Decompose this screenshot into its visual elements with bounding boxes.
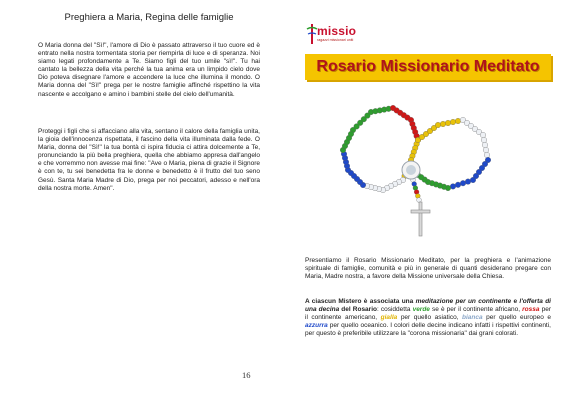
title-banner — [305, 54, 551, 80]
missio-logo — [305, 22, 395, 48]
rosary-image — [323, 90, 513, 245]
rosary-bead — [465, 179, 471, 185]
right-page — [283, 0, 566, 400]
color-word-bianca: bianca — [462, 314, 483, 322]
color-word-rossa: rossa — [522, 306, 540, 314]
rosary-bead — [481, 137, 487, 143]
prayer-paragraph-2: Proteggi i figli che si affacciano alla vita, sentano il calore della famiglia unita, la gioia dell'innocenza rispettata, il fascino della vita illuminata dalla fede. O Maria, donna del "Sì!" la tua bontà ci ispira fiducia ci attira dolcemente a Te, pronunciando la più bella preghiera, quella che abbiamo appresa dall'angelo e che vorremmo non avesse mai fine: "Ave o Maria, piena di grazie il Signore è con te, tu sei benedetta fra le donne e benedetto è il frutto del tuo seno Gesù. Santa Maria Madre di Dio, prega per noi peccatori, adesso e nell'ora della nostra morte. Amen". — [38, 128, 260, 192]
rosary-bead — [460, 180, 466, 186]
rosary-bead — [455, 182, 461, 188]
rosary-bead — [482, 142, 488, 148]
rosary-bead — [440, 121, 446, 127]
logo-word: missio — [317, 24, 357, 38]
rosary-bead — [470, 177, 476, 183]
rosary-bead — [348, 131, 354, 137]
rosary-bead — [417, 198, 422, 203]
intro-paragraph: Presentiamo il Rosario Missionario Meditato, per la preghiera e l'animazione spirituale di famiglie, comunità e più in generale di quanti desiderano pregare con Maria, Madre nostra, a favore della Missione universale della Chiesa. — [305, 257, 551, 281]
rosary-bead — [450, 184, 456, 190]
color-word-gialla: gialla — [380, 314, 398, 322]
rosary-bead — [445, 120, 451, 126]
color-word-verde: verde — [412, 306, 430, 314]
rosary-bead — [435, 122, 441, 128]
rosary-bead — [450, 119, 456, 125]
logo-subtitle: ragazzi missionari uniti — [317, 38, 354, 42]
color-word-azzurra: azzurra — [305, 322, 328, 330]
crucifix-icon — [411, 202, 430, 236]
rosary-bead — [480, 132, 486, 138]
rosary-centerpiece — [402, 161, 420, 179]
rosary-bead — [483, 147, 489, 153]
page-number: 16 — [242, 370, 251, 380]
prayer-title: Preghiera a Maria, Regina delle famiglie — [64, 12, 234, 23]
mysteries-paragraph: A ciascun Mistero è associata una meditazione per un continente e l'offerta di una decina del Rosario: cosiddetta verde se è per il continente africano, rossa per il continente americano, gialla per quello asiatico, bianca per quello europeo e azzurra per quello oceanico. I colori delle decine indicano infatti i rispettivi continenti, per questo è preferibile utilizzare la "corona missionaria" dai grani colorati. — [305, 298, 551, 338]
banner-title: Rosario Missionario Meditato — [316, 58, 540, 75]
rosary-bead — [455, 118, 461, 124]
rosary-bead — [484, 152, 490, 158]
prayer-paragraph-1: O Maria donna del "Sì!", l'amore di Dio è passato attraverso il tuo cuore ed è entrato nella nostra tormentata storia per riempirla di luce e di speranza. Noi siamo legati profondamente a Te. Siamo figli del tuo umile "sì!". Tu hai cantato la bellezza della vita perché la tua anima era un limpido cielo dove Dio poteva disegnare l'amore e accendere la luce che illumina il mondo. O Maria donna del "Sì!" prega per le nostre famiglie affinché rispettino la vita nascente e accolgano e amino i bambini stelle del cielo dell'umanità. — [38, 42, 260, 98]
rosary-beads — [340, 105, 491, 202]
